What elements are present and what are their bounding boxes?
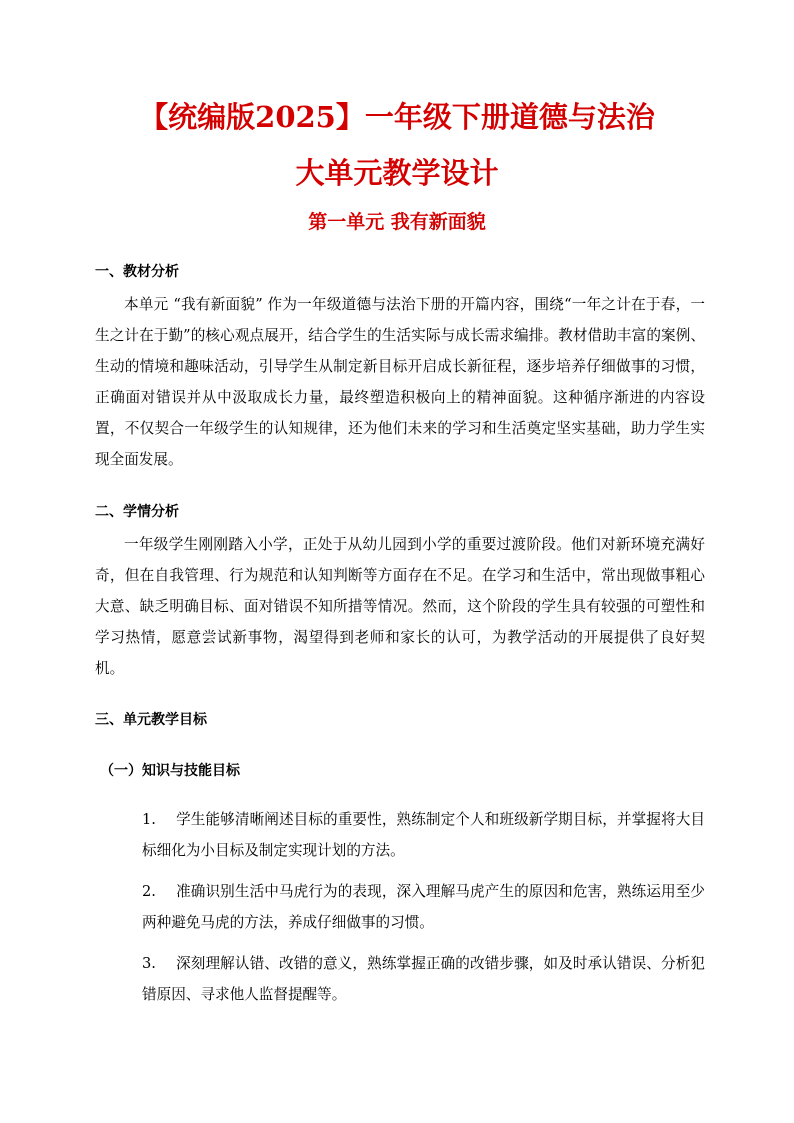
list-item bbox=[142, 948, 705, 1010]
list-item-number: 1. bbox=[142, 811, 156, 828]
section-heading-unit-goals: 三、单元教学目标 bbox=[95, 712, 207, 728]
list-item-number: 2. bbox=[142, 883, 156, 900]
list-item bbox=[142, 804, 705, 866]
list-item-text: 准确识别生活中马虎行为的表现，深入理解马虎产生的原因和危害，熟练运用至少两种避免马虎的方法，养成仔细做事的习惯。 bbox=[142, 883, 705, 931]
list-item-text: 深刻理解认错、改错的意义，熟练掌握正确的改错步骤，如及时承认错误、分析犯错原因、寻求他人监督提醒等。 bbox=[142, 955, 705, 1003]
document-title-line-2: 大单元教学设计 bbox=[295, 156, 499, 190]
section-heading-student-analysis: 二、学情分析 bbox=[95, 504, 179, 520]
subheading-knowledge-skills: （一）知识与技能目标 bbox=[100, 763, 240, 779]
section-heading-textbook-analysis: 一、教材分析 bbox=[95, 264, 179, 280]
unit-title: 第一单元 我有新面貌 bbox=[308, 211, 486, 233]
list-item-text: 学生能够清晰阐述目标的重要性，熟练制定个人和班级新学期目标，并掌握将大目标细化为小目标及制定实现计划的方法。 bbox=[142, 811, 705, 859]
list-item bbox=[142, 876, 705, 938]
document-title-line-1: 【统编版2025】一年级下册道德与法治 bbox=[139, 100, 655, 134]
list-item-number: 3. bbox=[142, 955, 156, 972]
section-paragraph-student-analysis: 一年级学生刚刚踏入小学，正处于从幼儿园到小学的重要过渡阶段。他们对新环境充满好奇，但在自我管理、行为规范和认知判断等方面存在不足。在学习和生活中，常出现做事粗心大意、缺乏明确目标、面对错误不知所措等情况。然而，这个阶段的学生具有较强的可塑性和学习热情，愿意尝试新事物，渴望得到老师和家长的认可，为教学活动的开展提供了良好契机。 bbox=[95, 536, 705, 677]
section-paragraph-textbook-analysis: 本单元 “我有新面貌” 作为一年级道德与法治下册的开篇内容，围绕“一年之计在于春，一生之计在于勤”的核心观点展开，结合学生的生活实际与成长需求编排。教材借助丰富的案例、生动的情境和趣味活动，引导学生从制定新目标开启成长新征程，逐步培养仔细做事的习惯，正确面对错误并从中汲取成长力量，最终塑造积极向上的精神面貌。这种循序渐进的内容设置，不仅契合一年级学生的认知规律，还为他们未来的学习和生活奠定坚实基础，助力学生实现全面发展。 bbox=[95, 296, 705, 468]
